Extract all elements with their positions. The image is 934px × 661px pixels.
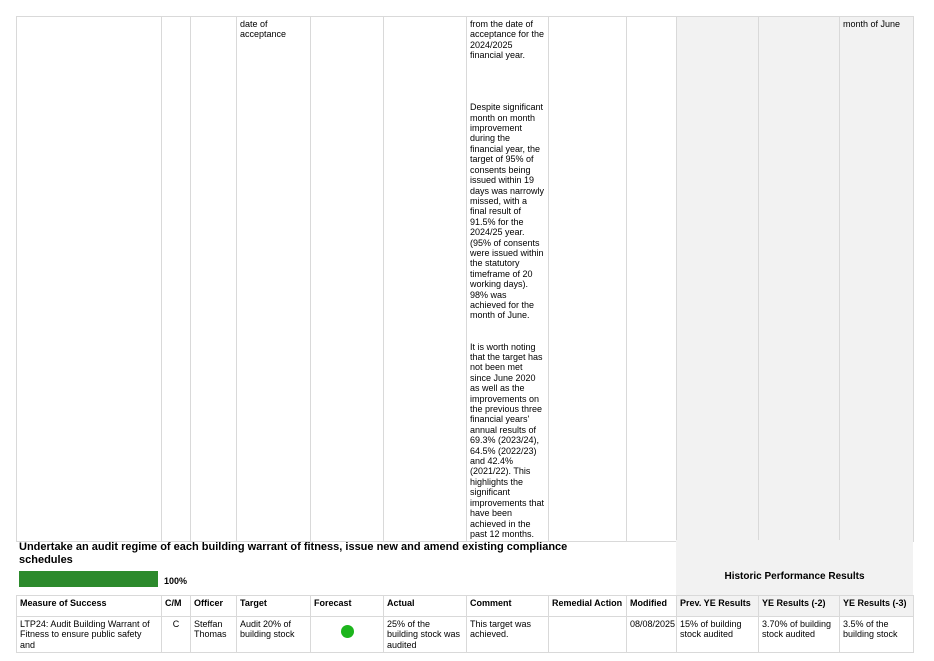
- forecast-cell: [311, 17, 384, 542]
- row-comment: This target was achieved.: [467, 617, 549, 653]
- cm-cell: [162, 17, 191, 542]
- header-measure: Measure of Success: [17, 596, 162, 617]
- row-modified: 08/08/2025: [627, 617, 677, 653]
- historic-header: [676, 540, 913, 595]
- row-ye3: 3.5% of the building stock: [840, 617, 914, 653]
- header-comment: Comment: [467, 596, 549, 617]
- header-ye2: YE Results (-2): [759, 596, 840, 617]
- header-actual: Actual: [384, 596, 467, 617]
- header-cm: C/M: [162, 596, 191, 617]
- header-ye3: YE Results (-3): [840, 596, 914, 617]
- prev-ye-cell: [677, 17, 759, 542]
- table-row: [17, 617, 914, 653]
- modified-cell: [627, 17, 677, 542]
- continued-table: [16, 16, 914, 542]
- header-row: [17, 596, 914, 617]
- header-target: Target: [237, 596, 311, 617]
- progress-label: 100%: [164, 576, 188, 586]
- historic-title: Historic Performance Results: [724, 571, 865, 582]
- measure-cell: [17, 17, 162, 542]
- forecast-status-icon: [341, 625, 354, 638]
- target-cell: date of acceptance: [237, 17, 311, 542]
- row-actual: 25% of the building stock was audited: [384, 617, 467, 653]
- measure-table: [16, 595, 914, 653]
- row-prev-ye: 15% of building stock audited: [677, 617, 759, 653]
- header-forecast: Forecast: [311, 596, 384, 617]
- row-remedial: [549, 617, 627, 653]
- header-modified: Modified: [627, 596, 677, 617]
- section-title: Undertake an audit regime of each building warrant of fitness, issue new and amend existing compliance schedules: [19, 541, 568, 566]
- comment-cell: from the date of acceptance for the 2024/2025 financial year. Despite significant month on month improvement during the financial year, the target of 95% of consents being issued within 19 days was narrowly missed, with a final result of 91.5% for the 2024/25 year. (95% of consents were issued within the statutory timeframe of 20 working days). 98% was achieved for the month of June. It is worth noting that the target has not been met since June 2020 as well as the improvements on the previous three financial years' annual results of 69.3% (2023/24), 64.5% (2022/23) and 42.4% (2021/22). This highlights the significant improvements that have been achieved in the past 12 months.: [467, 17, 549, 542]
- progress-bar: [19, 571, 158, 587]
- officer-cell: [191, 17, 237, 542]
- actual-cell: [384, 17, 467, 542]
- ye2-cell: [759, 17, 840, 542]
- row-target: Audit 20% of building stock: [237, 617, 311, 653]
- row-ye2: 3.70% of building stock audited: [759, 617, 840, 653]
- header-prev-ye: Prev. YE Results: [677, 596, 759, 617]
- ye3-cell: month of June: [840, 17, 914, 542]
- header-remedial: Remedial Action: [549, 596, 627, 617]
- remedial-cell: [549, 17, 627, 542]
- header-officer: Officer: [191, 596, 237, 617]
- row-forecast: [311, 617, 384, 653]
- progress-fill: [19, 571, 158, 587]
- row-cm: C: [162, 617, 191, 653]
- row-measure: LTP24: Audit Building Warrant of Fitness to ensure public safety and: [17, 617, 162, 653]
- row-officer: Steffan Thomas: [191, 617, 237, 653]
